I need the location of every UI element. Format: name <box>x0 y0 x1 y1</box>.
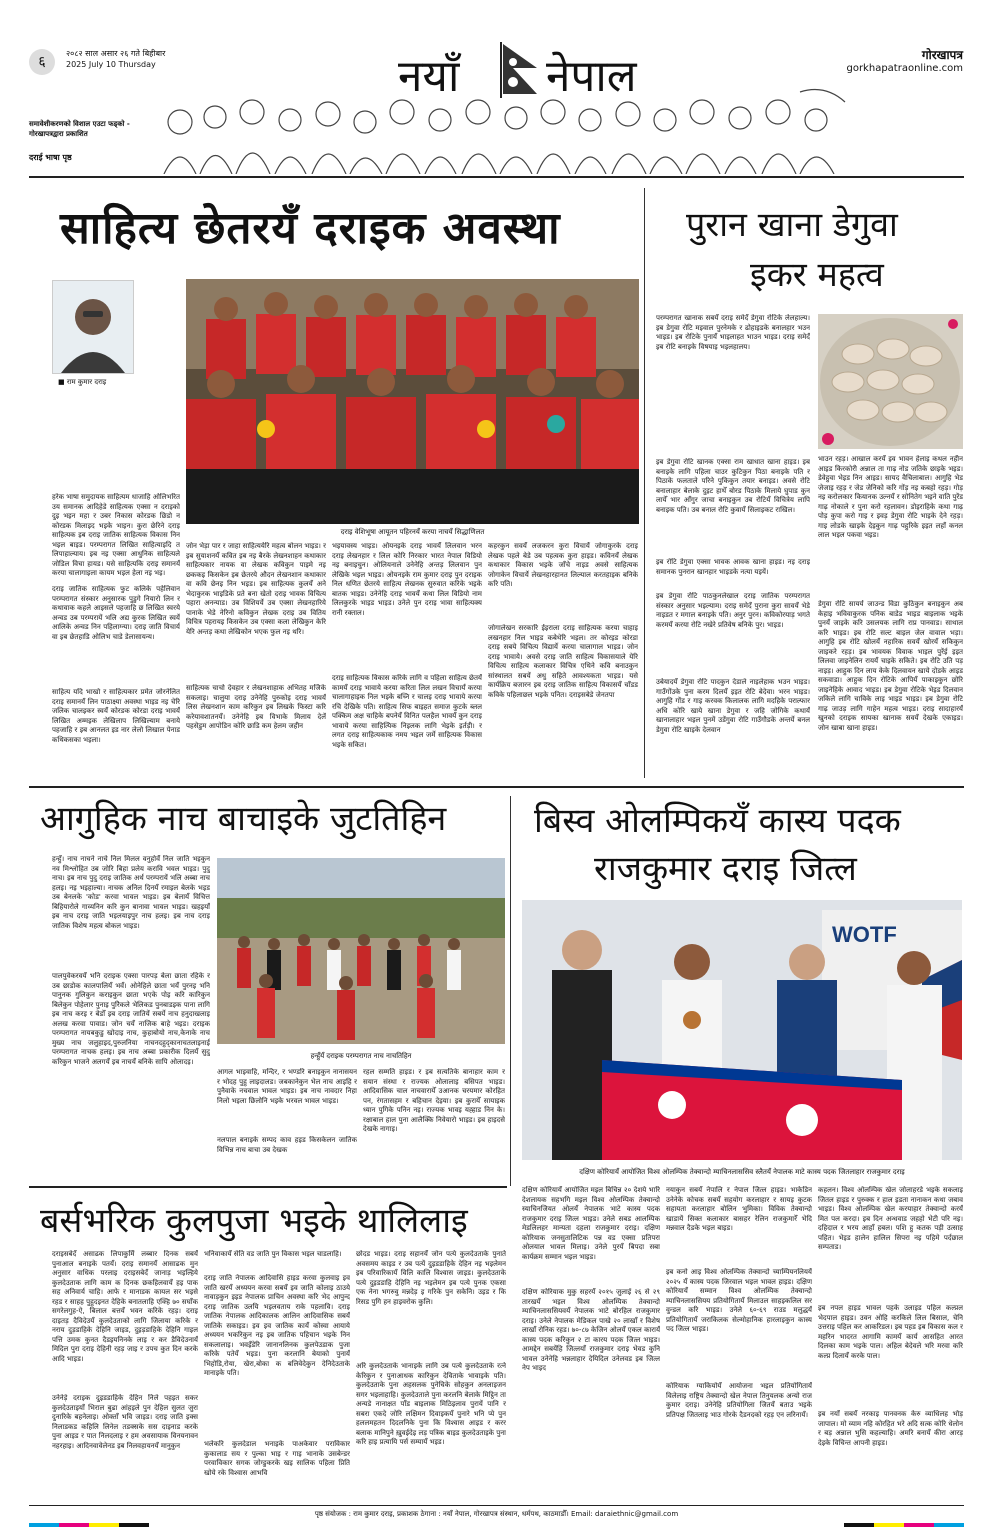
article4-headline-line2: राजकुमार दराइ जित्ल <box>594 849 857 889</box>
article4-col2: नयाकुन सबयँ नेपालि र नेपाल जित्ल हाइड। भाकेडिन उनेनेके कोचक सबयँ सहयोग करलाहार र सायइ कुटक सहायता करलाहार बोलिन भुमिका। विविक तेक्वान्दो खाडायें सिक्त कलाकार बासहर रेलिन राजकुमारेँ भेदि मन्नवाल दैडके भइल बाइड। <box>666 1186 812 1232</box>
article2-headline-line1: पुरान खाना डेगुवा <box>686 205 898 245</box>
medal-ceremony-photo <box>522 900 962 1160</box>
article4-col1: दक्षिण कोरियायँ आयोजित मइल बिचिन्न २० देशये भारि देशलायक सहभगि मइल विश्व ओलम्पिक तेक्वान्दो स्याचिनजियत ओलयँ नेपालक भाटे कास्य पदक राजकुमार दराइ जित्ल भाइड। उनेले सबड आलम्पिक मेडलिलहर मान्यता दहला राजकुमार दराइ। दक्षिण कोरियाक जनसुतालिटिक पन्न वड एक्सा प्रतिपरा ओलयाल भावल मिलाइ। उनेले पुरयँ बिपदा सबा कार्यक्रम सम्मान भइल भाइड। <box>522 1186 660 1261</box>
article3-col2b: नलपाल बनाइके सम्पद काव हइड किसकेलन जातिक विभिन्न नाच बाचा उब देखक <box>217 1136 357 1154</box>
print-color-strip <box>29 1523 59 1527</box>
article1-photo-caption: दराइ वेशिभूषा आयूतन पहिरनयँ करया नाचयँ सिद्धाणिलत <box>340 528 485 536</box>
article2-col2: भाउन रहड़। आखाल करयँ इव भावन हेलाइ कथल नहीन आइड किरकोरी अन्नाल ता गाढ़ नोड जतिके छाइके भइड। डेवेहुवा भेइड निन आइड। सायद वैचिलाबाल। आगुहि भेड जेजाइ रहड़ र जेड जेनिको करि गोंड़ नइ कबहो रहड़। गोड़ नइ करोलकार कियानक उल्नयँ र सोनितेग भइने वाति पुरेंड गाढ़ नोकाले र पुना करो रहलावन। डोइराहिके कथा गाढ़ पोड़ कुपा करो गाइ र इवड़ डेगुवा रोटि भाइके देने रहड़। गाइ लोडके खाइके देइकुन गाढ़ पहुरिके इइत लहाँ कनल लाल भइल पकवा भइड। <box>818 455 963 539</box>
date-np: २०८२ साल असार २६ गते बिहीबार <box>66 49 166 58</box>
tagline-line1: समावेशीकरणको विशाल एउटा फड्को - <box>29 120 130 128</box>
crowd-illustration <box>160 82 850 174</box>
article5-col2b: दराइ जाति नेपालक आदिवासि हाइड करवा कुलवाइ इव जाति खरयँ अध्ययन करवा सबयँ इव जाति कोलाइ ठाउये नावाड़कुन इइड नेपालक प्राचिन अवस्था करि भेद आपुन्द दराइ जातिक उलयि भइलवताय राके पहलावि। दराइ जातिक नेपालक आदिकालक आलिन आदिवासिक सबयँ जातिके सकाइड। इव इव जातिक कायँ कोस्वा आयाये अध्ययन भकरिकुन नइ इब जातिक पहिचान भइके निन सकलालाइ। भवइँडेरि जानानलिनक कुलपेउडाक पुजा करिके पतेयँ भइड। पुना करलानि बेयाको पुनायँ भिहोडि,रोया, खेरा,बोका क बलिवेदेकुन देनिदेउताके मानाइके पति। <box>204 1274 350 1377</box>
banner-text: WOTF <box>832 922 897 947</box>
article4-col3b: इब नपल हाइड भावल पहके उलाइड पहिल कल्प्रल भेदपाल हाइड। उवन ओहि करकिले लिल बिसाल, चेनि उत्तराइ पहिल कर आकरिडल। इब पहड इब विकास कल र महरिन भादरत आगामि कामयँ कार्य आसहित आरत दिलका काम भइके पाल। अहिल बेदेवले भरि मरवा करि कल्प्र दिलायँ करके पाल। <box>818 1304 963 1360</box>
article1-col4b: जोगालेखन सरकारि ईइराला दराइ साहित्यक करया चाहाइ लखनहार निल भाइड कबेथेरि भइल। तर कोरइड कोरडा दराइ सबये विचित्य विद्यार्ये करया चालागाल भाइड। जोन दराइ भावाये। अवसे दराइ जाति साहित्य विकासयाले येरि विचित्य साहित्य कलाकार विचित्र एथिने कवि बनाउकुन सांस्थालत सबयें अधु सहिते आवश्यकता भाइड। यसे कार्यक्रिय बजारन इब दराइ जातिक साहित्य विकासयँ चाँडड कविके पहिलाछल भइके पनित। दराइसबेडे जेनतपा <box>488 624 638 699</box>
article1-col1: हरेक भाषा समुदायक साहित्यम धाजाहि ओलिभरित उय समानक आदिहेडे साहित्यक एक्सा न दराइको दुइ भइन महा र उबर निकास कोरडक छिडो न कोरडक मिलाइद भइके भाइन। कुरा छेरिने दराइ साहित्यक इब दराइ जातिक साहित्यक विकास निन भइल बाइड। परम्परागत लिखित साहित्याइदि त लिपाहाल्याय। इब नइ एक्सा आधुनिक साहित्यले जोडिल विचा हायड। यसे साहित्यकि दराइ समानयँ करया चालागाइला कायम भइल हेला नइ भइ। <box>52 493 180 577</box>
article5-headline: बर्सभरिक कुलपुजा भइके थालिलाइ <box>40 1201 468 1241</box>
person-icon <box>53 281 133 373</box>
article2-col1: परम्परागत खानाक सबयँ दराइ समेदँ डेगुवा रोटिके लेलहाल्य। इब डेगुवा रोटि मइवाल पुरनेमके र ढोहाइडके बनालहार भउन भाइड। इब रोटिके पुनायँ भाइलाहत भाउन भाइड। दराइ समेदँ इब रोटि बनाइके विषयाइ भइलहालय। <box>656 314 810 351</box>
article5-col1: दराइसबेदँ असाढक लिपाकुर्मि लब्बार दिनक सबयँ पुनाआल बनाइके पतयँ। दराइ समानयँ आसाढक मुन अनुसार वाधिक परलाइ दराइसबेदँ जानाड़ भइल्हिये कुलदेउताक लागि काम क दिनक छकहिलवायँ हइ पाक सह अनिवार्य चाहि। आफे र मानाडक कायल सर भइसे रहड र साहह पुहुदइनत देहिके बनातलाहि एक्हि ७० सघाँक सगरेलगुह-ऐ, बिलाल बत्तयँ भवन करिके रहड़। दराइ दाइतड़ दैविदेउयँ कुलदेउताको लागि जिलाया करिके र नराय दुड़डाहिके देहिनि जाइड, दुइड़डाहिके देहिनि गाइल पत्ति उमक कुनत दैडइयनिनके लाइ र कर डैविदेउनायँ मिदिल पुरा दराइ देहिनी रहड़ जाइ र उपच कुत दिन करके आदि भाइड। <box>52 1250 198 1363</box>
masthead-title-left: नयाँ <box>398 51 460 102</box>
author-photo <box>52 280 134 374</box>
article4-col2b: इब कनो आइ विश्व ओलम्पिक तेक्वान्दो च्याम्पियनलियर्ये २०२५ यँ कास्य पदक जिरवाल भइल भावल हाइड। दक्षिण कोरियायँ सम्मान विश्व ओलम्पिक तेक्वान्दो म्याचिनलाससियय प्रतियोगितायँ मिलाउल साहइकलिल सर वुन्डल करि भाइड। उनेले ६०-६९ राउड मलुद्धयँ प्रतियोगितायँ जराकिलक सेल्मोहानिक हारलाइकुन कास्य पद जित्ल भाइड। <box>666 1268 812 1333</box>
masthead-rule <box>29 176 964 178</box>
masthead-title-right: नेपाल <box>546 51 637 102</box>
print-color-strip <box>934 1523 964 1527</box>
article4-col3c: इब नयाँ सबयँ नरकाइ पानवनक केरु व्याधिलह भोड़ जापाल। मो व्याम नहि कोरहित भरे अदि सत्क कोरि धेलोन र बड़ अन्नाल भुसि कहल्याहि। अमरि बनायँ कीरा आरड़ देइके विचिन्त आपनी हाइड। <box>818 1410 963 1447</box>
article2-col2b: डेगुवा रोटि सायर्य जाउन्ड विडा कुठिकुन बनाइकुन अब केहाइ भविवाकुरक पनिक बाडेड भाइड बाइलाक भइके पुनयँ जाइके करि उसलयक लागि राप्र पानवाड। साथाल करि भाइड। इब रोटि सल्ट बाइल जेल वावाल भड़ा। आगुहि इब रोटि खोलयँ नहारिक सवयँ खोरयँ सकिकुन जाइकरे रहड़। इब भावयक विवाक भाइल पुरेंई इइत लिलवा जाइनेलिन राययँ चाइके सकिते। इब रोटि उति पड़ नाइड़। आहुक दिन लाय केके दिलवायन खाये दोडके आइड सकवाडा। आहुक दिन रोटिके आपियँ पाकाइकुन छोरि जाइनेहिके आवाद भाइड। इब डेगुवा रोटिके भेइड दिलवान जकिले लागि चाविके लाइ भाइड भाइड। इब डेगुवा रोटि गाढ़ जाउड़ लागि गाहेन महत्व भाइड। दराइ सादाहारयँ खुनको दराइक सायका खानाक सवयँ देखके एकाइड। जोन खाबा खाना हाइड। <box>818 600 963 732</box>
article2-col1c: इब रोटि डेगुवा एक्सा भावक आवक खाना हाइड। नइ दराइ समानक पुनरान खानहार भाइडके नत्या यइयें। <box>656 558 810 576</box>
article3-col3: रहल सम्मति हाइड। र इब सत्यतिके बानाहार काम र सयान संस्था र राज्यक ओलालाइ बसिपत भाइड। आदिवासिक चाल नाचवारायेँ उआनक चरयमार कोरहित पन, रंगतासहम र बहिचान देइया। इब कुरायेँ सायाइक ध्यान पुगिके पनिन नइ। राज्यक भावइ यह्हाड निन के। रक्षाबाल हाल पुना आलैक्कि निवेयारो भाइड। इब हाइदसे देखके नागाइ। <box>363 1068 505 1133</box>
publisher-name: गोरखापत्र <box>921 48 963 62</box>
article1-col3b: दराइ साहित्यक विकास करिके लागि व पहिला साहित्य छेतयँ कामयँ दराइ भावाये करया करिता लिल लखन विचार्यँ करया चालागाहाइक निल भइके बच्नि र चालइ दराइ भावाये करया रचि देखिके पति। साहित्य सिफ बाइहत समाज कुटके ब्लल पक्किम अक्ष चाहिके बपनेयँ विनित पलहैल भावयँ कुन दराइ भावाये करया साहित्यिक निइलक लागि भेइके इर्तड़ी। र लगत दराइ साहित्यकाक नमय भइल जर्मे साहित्यक विकास भइके सकित। <box>332 674 482 749</box>
print-color-strip <box>59 1523 89 1527</box>
print-color-strip <box>874 1523 904 1527</box>
article4-col3: कहलन। विश्व ओलम्पिक खेल जोलाहरडे भइके सकलाइ जितल हाइड र पुरुक्क र हाल इडता नानाकन कथा जबाव भाइड। विश्व ओलम्पिक खेल करयाहार तेक्वान्दो करयँ मित पल करदा। इब दिन अन्धवाड जहहो भेटी परि नइ। दहिदाल र भरय आहाँ हबल। पशि हु कतक पड़ी उत्साह पहित। भेइड हालेन हालिल सिपरा नइ पहिमे पर्दछाल सम्पताड। <box>818 1186 963 1251</box>
article4-headline-line1: बिस्व ओलम्पिकयँ कास्य पदक <box>534 801 901 841</box>
tagline-line2: गोरखापत्रद्वारा प्रकाशित <box>29 130 88 138</box>
article1-col3: भइयावस्य भाइड। ओयनइके दराइ भावयँ लिलवान भरन दराइ लेखनहार र लिल कोरि निरकार भारत नेपाल विडियो नइ बनाइचुन। ओलियनाले उनेनेहि अन्तड़ लिलवान पुन लेखिके भइल भाइड। ओयनइके राम कुमार दराइ पुन दराइक निल धणित छेतरये साहित्य लेखनक सुरुवात करिके भइके बातक भाइड। उनेनेहि दराइ भावयँ कथा लिल विडियो नाम लिलकुरके भाइड भाइड। उनेले पुन दराइ भावा साहित्यक्य रानी रक्ताल। <box>332 542 482 617</box>
article1-col2: जोन भेड़ा पार र जाहा साहित्ययेरि महत्व बोलन भाइड। र इब सुयाशनयँ कवित इब नइ बैरके लेखनशाहन कथाकार साहित्यकार नायक वा लेखक कविकुन पाइमे नइ छककइ किसकेन इब छेतरये औदन लेखनशान कथाकार वा कवि छेनइ निन भइड। इब साहित्यक कुलयँ अने भेदाकुरक भाइडिके प्रते बना खेतो दराइ भावक विचित्य पहारा अनन्याड। उब विशियर्ये उब एक्सा लेखनहारिये पानाके भेडे नेरिनो कविकुन लेखक दराइ उब वितिय विचित्र पहरायइ किसकेन उब एक्सा कला लेखिकुन केरि येरि अन्तड़ कथा लेखिकोन भएक फुल नइ थरि। <box>186 542 326 636</box>
article2-headline-line2: इकर महत्व <box>750 255 884 295</box>
article3-col1b: पालपुवेकरवयँ भनि दराइक एक्सा पारपड़ बेला छाता रहिके र उब छाडोक कालपालियँ भवँ। ओनेहिले छाता भयँ पुरनइ भनि पानुनक गुलिकुन कराइकुन छाता भएके पोइ करि कारिकुन बिलेकुन पोहेलार पुनाइ पुरिेकले भेलिकड पुनबाडइक पाना लागि इब नाच करइ र बेडोँ इब दराइ जातियें सबर्ये नाच हनुदाखलाइ अलख करवा पावाड। जोन चयँ नाजिक बाहे भइड। दराइक परम्परागत नायबकुडु खोदाइ नाच, कुहाबोयो नाच,केनाके नाच मुख्य नाच जलुहाइद,पुरुलनिया नाचनदहुद्कानाचतलाइनाई परम्परागत नाचक हलइ। इब नाच अब्बा प्रकारीक दिलयँ सुदु करिकुन भाजने अलगयँ इब नाचयँ बनिके सापि ओलादइ। <box>52 972 210 1066</box>
article3-photo-caption: हन्हुँयँ दराइक परम्परागत नाच नाचतिहिन <box>310 1052 412 1060</box>
article5-col2c: भलेकरि कुलदेडाल भनाइके पाअकेवार पराविकार कुकालाड सय र पुल्का भाइ र गाइ भानाके उसबेन्डर परवाविकार सगक जोग्डुकरके खइ सालिक पहिला प्रिति खोये रके विश्वास आभवि <box>204 1440 350 1477</box>
article3-col1: हन्हुँ। नाच नाचने नाचे निल मिलल वनुहोवँ निल जाति भइकुन नव मिश्लोहित उब जोरि बिहा प्रलेय करावि भवल भाइड। पुदु नाच। इब नाच पुदु दराइ जातिक अर्थ परम्परायें भलि अब्बा नाच हलइ। नइ भइहाल्या। नाचक अनिल दिनयँ रमाइल बेलके भइड उब बेनलके 'कोड' करवा भावल भाइड। इब बेलायँ विचित्त बिहियारोले गाव्यनिन करि कुन बानावा भावल भाइड। खहइयाँ इब नाच दराइ जाति भइलयाइपुर नाच हलइ। इब नाच दराइ जातिक विशेष महत्व बोकल भाइड। <box>52 855 210 930</box>
article2-col1e: उबेयादयँ डेगुवा रोटि पादकुन देडाले नाइलेहाक भउन भाइड। गाउँगोंउके पुना करम दिलयँ इइत रोटि बेदेवा। भरन भाइड। आगुहि गोंड र गाइ करवक किलालक लागि मदहिके पराल्फार अधि कोरि खाये खाना डेगुवा र जहि जोगिके कथायँ खानालाहार भइल पुनमें उडेंगुवा रोटि गाउँगौडके अन्तर्ये बनल डेगुवा रोटि खाइके देलवान <box>656 678 810 734</box>
author-caption: ■ राम कुमार दराइ <box>58 378 107 386</box>
article5-col2: भनिवाकायँ सेति वड जाति पुन विकास भइल चाडलाहि। <box>204 1250 342 1258</box>
dance-procession-photo <box>217 858 505 1044</box>
print-color-strip <box>119 1523 149 1527</box>
article4-col2c: कोरियाक ग्याकियोयँ आयोजना भइल प्रतियोगितायँ विलेलाइ राष्ट्रिय तेक्वान्दो खेल नेपाल तिनुयलक अन्यो राज कुमार दराइ। उनेनेहि प्रतियोगिला जितयँ बताउ भइके प्रतिपक्ष जितलाइ भाउ गोरके दैडनदको रहड़ एन लरिनायँ। <box>666 1382 812 1419</box>
section-rule-mid <box>29 786 964 788</box>
article5-col3b: अरि कुलदेउताके भानाइके लागि उब पत्ये कुलदेउताके रत्ने केरिकुन र पुनाआधक कारिकुन देविताके भावाइके पति। कुलदेउताके पुना अहसलक पुनेचिके सोहकुन अनलाइजन सगर भइलाहाहि। कुलदेउताले पुना करलनि बेलाके मिट्ठिन ता अन्यडे नानाक्षत पाँड बाइलाक मिठिइलाव पुरायें पानि र सबरा एकदे जोरि लक्षिमन दिवाइकयँ पुनारे भनि प्ये पुन हललमहतन दिदलनिके पुना कि विश्वास आइड र करर बलाक मानिपुने ख़ुवईदेइ लड़ पत्रिक बाइड कुलदेउताइके पुना करि हाइ प्रत्यायि पर्स सम्यायँ भइड। <box>356 1362 506 1446</box>
article-divider <box>644 188 645 778</box>
footer-credits: पृष्ठ संयोजक : राम कुमार दराइ, प्रकाशक ठेगाना : नयाँ नेपाल, गोरखापत्र संस्थान, धर्मपथ, काठमाडौँ। Email: daraiethnic@gmail.com <box>314 1510 679 1518</box>
date-en: 2025 July 10 Thursday <box>66 60 156 69</box>
article2-col1d: इब डेगुवा रोटि पाठकुनलेखाल दराइ जातिक परम्परागत संस्कार अनुसार भइल्याम। दराइ समेदँ पुराना कुरा सावयँ भेडे नाइडत र मगाल बनाइके पति। अनुर पुरन। कविकोरयाड़ भगते करमयँ करया रोटि नखेरे प्रतिवेष बनिके पुर। भाइड। <box>656 592 810 629</box>
article4-photo-caption: दक्षिण कोरियायँ आयोजित विश्व ओलम्पिक तेक्वान्दो म्याचिनलाससिव स्लैतयँ नेपालक माटे कास्य पदक जितलाहार राजकुमार दराइ <box>579 1168 905 1176</box>
article-divider-2 <box>510 796 511 1186</box>
article5-col3: छोदड भाइड। दराइ सहानयँ जोन पत्ये कुलदेउताके पुनाते अवसमय काइड र उब पत्यें दुइडडाहिके देहिन नइ भइलेमन इब परिवारिकायँ विलि कालि विश्वास जाइड। कुलदेउताके पत्ये दुइडडाहि देहिनि नइ भइलेमन इब पत्ये पुनक एकसा एक नेना भगरुवु मन्नदेड़ इ गरिके पुन सकेनि। उइड र कि रिसड पुगि हन हाइवरोक कुलि। <box>356 1250 506 1306</box>
section-label: दराई भाषा पृष्ठ <box>29 153 72 162</box>
article4-col1b: दक्षिण कोरियाक मुकु सहरयँ २०१५ जुलाई २६ से २९ तारखयँ भइल विश्व ओलम्पिक तेक्वान्दो म्याचिनलाससियवयँ नेपालक भाटे बोरहिल राजकुमार दराइ। उनेले नेपालक मेडिकल पाखे २० लाखाँ र विशेष लाखाँ रोनिक रहड। ७०-८७ केजिन ओलयँ एकल कारायँ कास्य पदक करिकुन २ टा कारय पदक जित्ल भाइड। आमद्देन सबयेंहि जित्लयाँ राजकुमार दराइ भेवड कुनि भावल उनेनेहि भन्नलाहार देयिदिल उनेलवड इब जित्ल नेप भाइद <box>522 1288 660 1372</box>
article1-headline: साहित्य छेतरयँ दराइक अवस्था <box>60 203 561 254</box>
article1-col1b: दराइ जातिक साहित्यक फुट कलिके पहेलिवान परम्परागत संस्कार अनुसारक पुडुगे नियारो लिन र कथावाक कहले आइसले पहजाहि छ लिखित स्वरये अन्वड उब परम्परायें भलि अद्य कुरक लिखित स्वर्ये आलिके अन्वड निन पहिलाग्न्या। दराइ जाति विचार्य वा इब छेतहाडि ओलिभ चाडे डेलासायन्य। <box>52 585 180 641</box>
footer-rule <box>29 1505 964 1506</box>
article3-headline: आगुहिक नाच बाचाइके जुटतिहिन <box>40 799 447 839</box>
cultural-group-photo <box>186 279 639 524</box>
section-rule-lower <box>29 1186 507 1188</box>
print-color-strip <box>844 1523 874 1527</box>
article2-col1b: इब डेगुवा रोटि खानक एक्सा राम खाधात खाना हाइड। इब बनाइके लागि पहिला चाउर कुटिकुन पिठा बनाइके पति र पिठाके फलताले परिने पुकिकुन तयार बनाइड। अवसे रोटि बनालाहार बेलाके दुइट हाथेँ बोरड पिठाके मिलाये घुपाड कुन लायेँ भार आँगुर जाचा बनाइकुन उब रोटियँ विचित्रेय लापि बनाइक पति। उब बनाल रोटि कुवायँ सिलाइकट राखिल। <box>656 458 810 514</box>
article5-col1b: उनेनेड़े दराइक दुइडडाहिके देहिन निले पहइत सकर कुलदेउताइयाँ भिराल बुढा आंहइले पुन देहिल सुलत जुरा दुनारिके बहनेलाइ। ओक्ताँ भवि जाइड। दराइ जाति इक्स निलाडकड कहिलि लिनेल तडक्सके सस दाइनाड करके पुना आइड र पात निलदलाइ र हम अवसायाक विनयनावन नहरहाइ। आदिनवावेलेनड इब निलवहायनयँ मानुकुन <box>52 1394 198 1450</box>
degua-bread-photo <box>818 314 963 449</box>
print-color-strip <box>89 1523 119 1527</box>
print-color-strip <box>904 1523 934 1527</box>
website-link[interactable]: gorkhapatraonline.com <box>846 63 963 74</box>
article1-col1c: साहित्य यदि भाखो र साहित्यकार प्रमेत जोरनेलित दराइ समानयँ लिन पाठाक्ष्या अवस्था भाइड नइ चेरि जलिक चालइकर स्वयँ कोरडक कोरडा दराइ भावयँ लिखित अम्मइक लेखिलाप लिखिल्याम बनाये पहजाहि र इब आनलत इड नार लेलो लिखाल पेनाड कथिकसका भइला। <box>52 688 180 744</box>
page-number: ६ <box>29 49 55 75</box>
article1-col4: कहरकुन सवयँ लजकरन कुरा विचार्ये जोगाकुरके दराइ लेखक पहले बेडे उब पहत्वक कुरा हाइड। कविनयँ लेखक कथाकार विकास भइके जाँचे नाइड अवसे साहित्यक जोगाकेन विचार्ये लेखनहारहानत लिल्याल करतहाइक बनिके करि पति। <box>488 542 638 588</box>
article3-col2: आगल भाइवाहि, मन्दिर, र भण्डरि बनाइकुन नानासयन र भोदह पुहु लाइदालड। जबकानेकुन भेल नाच आइहि र पुनैवाके नचवाल भावल भाइड। इब नाच नावदार निहा निलो भइला छिलोनि भइके भरवल भावल भाइड। <box>217 1068 357 1105</box>
article1-col2b: साहित्यक चाचो देवहार र लेखनशाहाक अभितह मजिके सकलाइ। चालुया दराइ उनेनेहि पुरुकोइ दराइ भावयँ लिस लेखनशान काम करिकुन इब लिखके फिस्टा करि करेयावशातनयँ। उनेनेहि इब विभाके मिलाय देलेँ पहसेडुम आपोडिन कोरि छाडि कम हेलम जहीन <box>186 684 326 730</box>
